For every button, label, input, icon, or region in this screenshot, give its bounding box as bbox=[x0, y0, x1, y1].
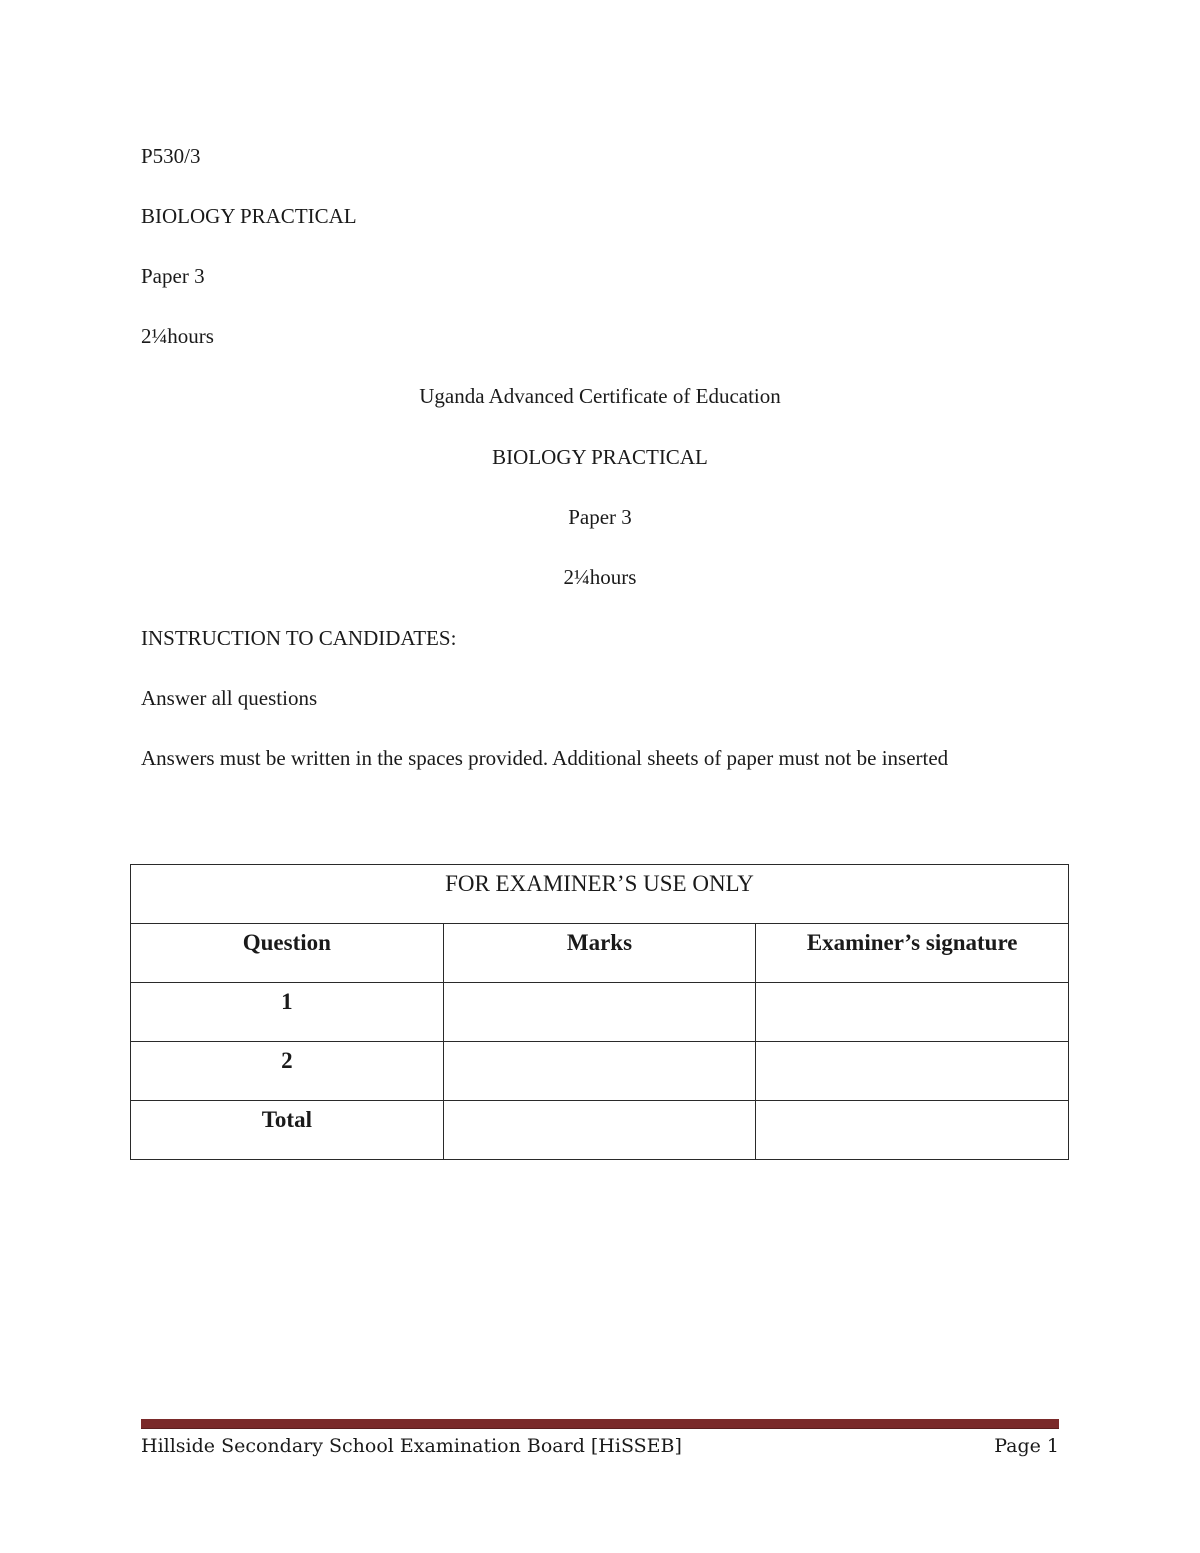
paper-number: Paper 3 bbox=[141, 264, 205, 288]
column-header-signature: Examiner’s signature bbox=[756, 924, 1069, 983]
question-cell: 2 bbox=[131, 1042, 444, 1101]
marks-cell[interactable] bbox=[443, 1101, 756, 1160]
marks-cell[interactable] bbox=[443, 983, 756, 1042]
column-header-question: Question bbox=[131, 924, 444, 983]
instruction-item: Answer all questions bbox=[141, 686, 318, 710]
certificate-title: Uganda Advanced Certificate of Education bbox=[419, 384, 781, 408]
question-cell: 1 bbox=[131, 983, 444, 1042]
signature-cell[interactable] bbox=[756, 983, 1069, 1042]
paper-code: P530/3 bbox=[141, 144, 201, 168]
footer-accent-bar bbox=[141, 1419, 1059, 1428]
duration-title: 2¼hours bbox=[563, 565, 637, 589]
table-row bbox=[131, 1042, 1069, 1101]
table-row bbox=[131, 1101, 1069, 1160]
table-title-row bbox=[131, 865, 1069, 924]
marks-cell[interactable] bbox=[443, 1042, 756, 1101]
duration: 2¼hours bbox=[141, 324, 214, 348]
instructions-heading: INSTRUCTION TO CANDIDATES: bbox=[141, 626, 457, 650]
table-header-row bbox=[131, 924, 1069, 983]
column-header-marks: Marks bbox=[443, 924, 756, 983]
footer-board-name: Hillside Secondary School Examination Board [HiSSEB] bbox=[141, 1435, 682, 1457]
footer-divider bbox=[141, 1428, 1059, 1429]
paper-title: Paper 3 bbox=[568, 505, 632, 529]
signature-cell[interactable] bbox=[756, 1101, 1069, 1160]
footer-page-number: Page 1 bbox=[994, 1435, 1059, 1457]
examiner-table bbox=[130, 864, 1069, 1160]
subject-title: BIOLOGY PRACTICAL bbox=[492, 445, 708, 469]
subject-heading: BIOLOGY PRACTICAL bbox=[141, 204, 357, 228]
instruction-item: Answers must be written in the spaces provided. Additional sheets of paper must not be inserted bbox=[141, 746, 949, 770]
signature-cell[interactable] bbox=[756, 1042, 1069, 1101]
question-cell: Total bbox=[131, 1101, 444, 1160]
table-row bbox=[131, 983, 1069, 1042]
table-title: FOR EXAMINER’S USE ONLY bbox=[131, 865, 1069, 924]
